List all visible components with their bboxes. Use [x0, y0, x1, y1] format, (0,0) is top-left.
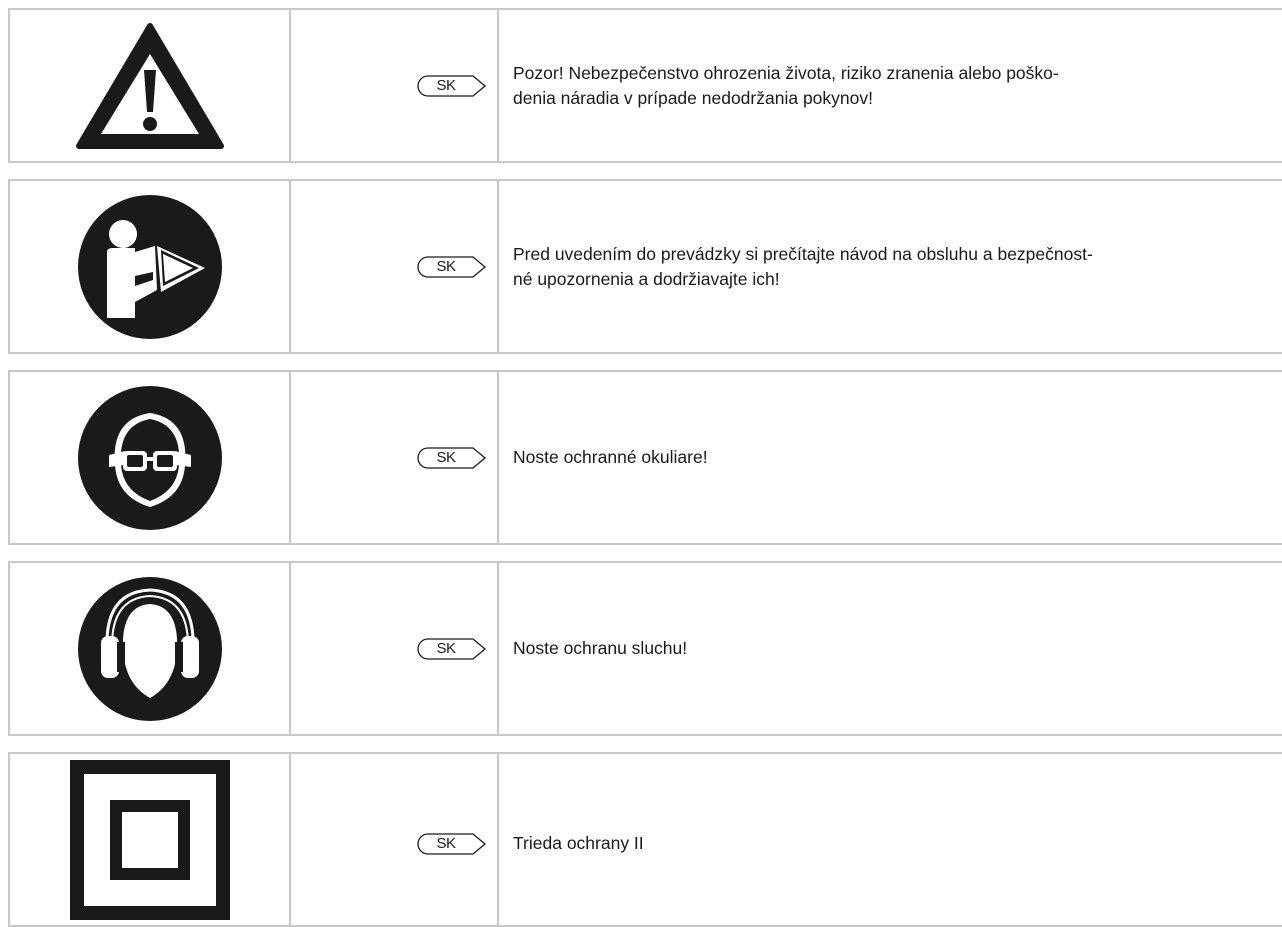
symbol-row [8, 179, 1282, 354]
language-badge [417, 447, 487, 469]
language-badge [417, 256, 487, 278]
icon-cell [10, 754, 291, 925]
protection-class-ii-icon [70, 760, 230, 920]
language-cell [291, 563, 499, 734]
instruction-cell [499, 563, 1282, 734]
language-badge [417, 833, 487, 855]
icon-cell [10, 372, 291, 543]
instruction-text: Noste ochranu sluchu! [513, 638, 688, 658]
language-code: SK [436, 448, 456, 466]
instruction-text: Trieda ochrany II [513, 833, 644, 853]
icon-cell [10, 563, 291, 734]
instruction-cell [499, 754, 1282, 925]
language-badge [417, 75, 487, 97]
hearing-protection-icon [77, 576, 223, 722]
instruction-cell [499, 181, 1282, 352]
symbol-row [8, 561, 1282, 736]
language-cell [291, 754, 499, 925]
language-code: SK [436, 76, 456, 94]
instruction-text: Noste ochranné okuliare! [513, 447, 708, 467]
warning-triangle-icon [75, 20, 225, 152]
language-code: SK [436, 257, 456, 275]
instruction-text: Pozor! Nebezpečenstvo ohrozenia života, riziko zranenia alebo poško- denia náradia v prípade nedodržania pokynov! [513, 62, 1059, 108]
safety-glasses-icon [77, 385, 223, 531]
icon-cell [10, 10, 291, 161]
symbol-row [8, 370, 1282, 545]
language-cell [291, 372, 499, 543]
symbol-row [8, 752, 1282, 927]
instruction-text: Pred uvedením do prevádzky si prečítajte návod na obsluhu a bezpečnost- né upozornenia a dodržiavajte ich! [513, 243, 1093, 289]
language-code: SK [436, 835, 456, 852]
instruction-cell [499, 372, 1282, 543]
language-cell [291, 10, 499, 161]
language-cell [291, 181, 499, 352]
language-code: SK [436, 639, 456, 657]
language-badge [417, 638, 487, 660]
symbol-row [8, 8, 1282, 163]
instruction-cell [499, 10, 1282, 161]
icon-cell [10, 181, 291, 352]
read-manual-icon [77, 194, 223, 340]
